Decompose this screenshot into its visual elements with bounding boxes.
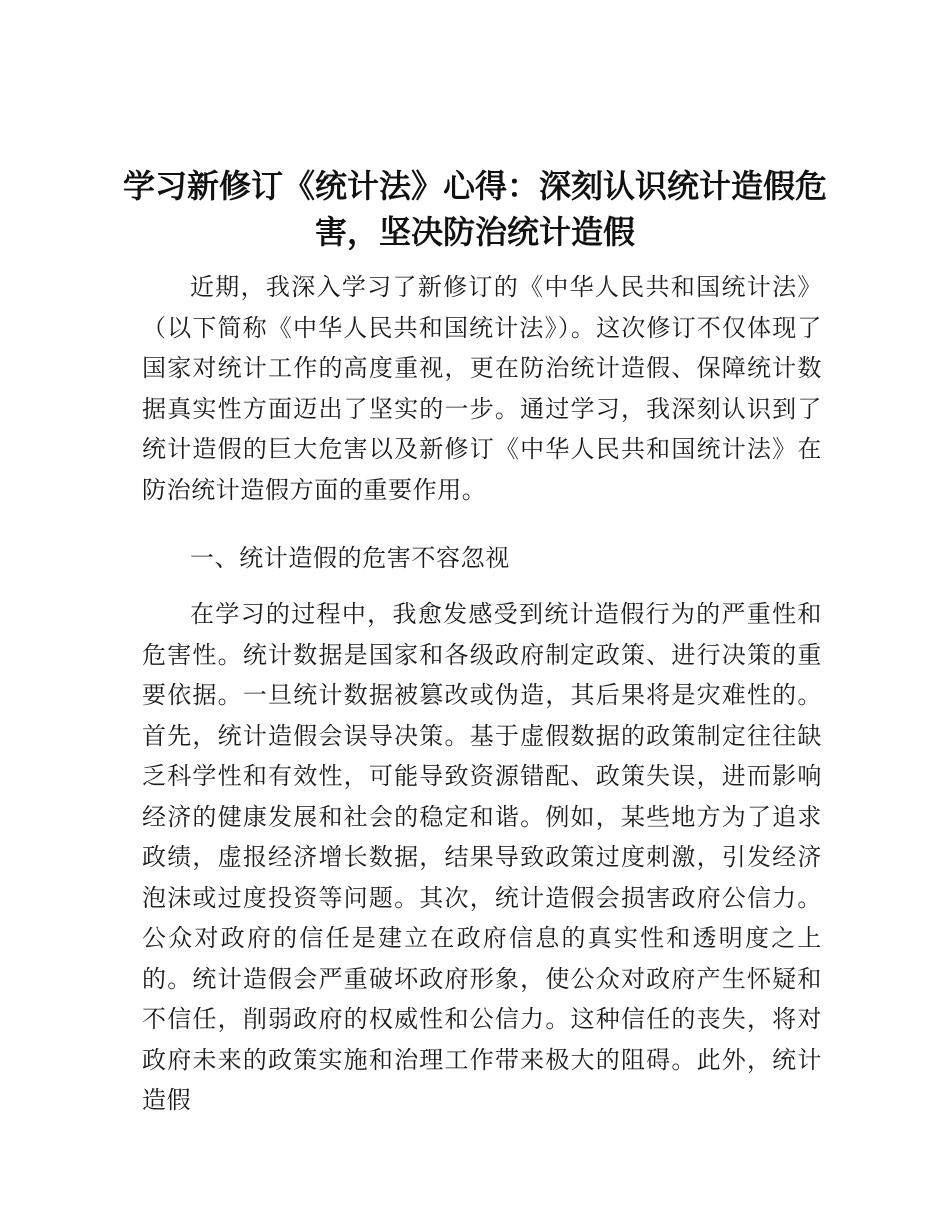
paragraph-intro: 近期，我深入学习了新修订的《中华人民共和国统计法》（以下简称《中华人民共和国统计法》）。这次修订不仅体现了国家对统计工作的高度重视，更在防治统计造假、保障统计数据真实性方面迈出了坚实的一步。通过学习，我深刻认识到了统计造假的巨大危害以及新修订《中华人民共和国统计法》在防治统计造假方面的重要作用。 (142, 273, 822, 504)
document-title: 学习新修订《统计法》心得：深刻认识统计造假危害，坚决防治统计造假 (122, 167, 827, 251)
paragraph-section-1: 在学习的过程中，我愈发感受到统计造假行为的严重性和危害性。统计数据是国家和各级政府制定政策、进行决策的重要依据。一旦统计数据被篡改或伪造，其后果将是灾难性的。首先，统计造假会误导决策。基于虚假数据的政策制定往往缺乏科学性和有效性，可能导致资源错配、政策失误，进而影响经济的健康发展和社会的稳定和谐。例如，某些地方为了追求政绩，虚报经济增长数据，结果导致政策过度刺激，引发经济泡沫或过度投资等问题。其次，统计造假会损害政府公信力。公众对政府的信任是建立在政府信息的真实性和透明度之上的。统计造假会严重破坏政府形象，使公众对政府产生怀疑和不信任，削弱政府的权威性和公信力。这种信任的丧失，将对政府未来的政策实施和治理工作带来极大的阻碍。此外，统计造假 (142, 600, 822, 1114)
section-heading: 一、统计造假的危害不容忽视 (190, 544, 510, 572)
